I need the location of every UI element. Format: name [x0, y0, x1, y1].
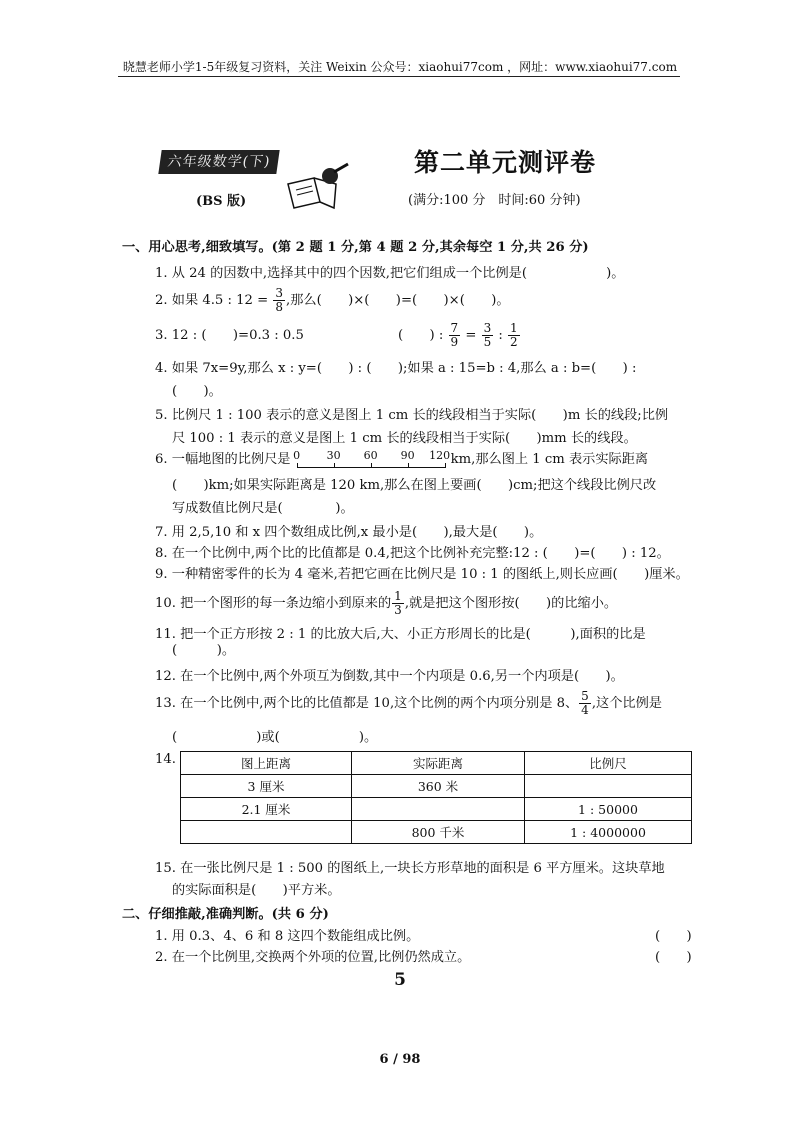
table-cell [525, 775, 692, 798]
table-cell: 800 千米 [352, 821, 525, 844]
fraction-denominator: 9 [450, 335, 459, 349]
edition-label: (BS 版) [196, 194, 247, 209]
question-4-line-1: 4. 如果 7x=9y,那么 x : y=( ) : ( );如果 a : 15=b : 4,那么 a : b=( ) : [155, 361, 637, 376]
grade-badge: 六年级数学(下) [158, 150, 279, 174]
judgement-2-blank: ( ) [655, 950, 692, 965]
equals-sign: = [461, 328, 481, 343]
ratio-sign: : [494, 328, 508, 343]
book-pencil-icon [284, 162, 354, 214]
question-2 [155, 287, 510, 314]
fraction [392, 590, 404, 617]
fraction-denominator: 5 [483, 335, 492, 349]
question-3-left: 3. 12 : ( )=0.3 : 0.5 [155, 328, 304, 343]
question-10-post: ,就是把这个图形按( )的比缩小。 [404, 596, 618, 611]
ruler-label: 120 [429, 448, 451, 462]
question-3 [155, 324, 304, 343]
question-2-post: ,那么( )×( )=( )×( )。 [286, 293, 510, 308]
question-11-line-1: 11. 把一个正方形按 2 : 1 的比放大后,大、小正方形周长的比是( ),面积的比是 [155, 627, 646, 642]
table-row [181, 821, 692, 844]
question-1: 1. 从 24 的因数中,选择其中的四个因数,把它们组成一个比例是( )。 [155, 266, 625, 281]
ruler-tick [297, 463, 298, 468]
fraction [508, 322, 520, 349]
ruler-label: 0 [293, 448, 301, 462]
table-header-cell: 实际距离 [352, 752, 525, 775]
ruler-label: 30 [326, 448, 341, 462]
table-header-cell: 比例尺 [525, 752, 692, 775]
section-heading-judge: 二、仔细推敲,准确判断。(共 6 分) [122, 907, 329, 922]
page-counter: 6 / 98 [379, 1052, 421, 1067]
question-15-line-2: 的实际面积是( )平方米。 [172, 883, 341, 898]
table-cell [181, 821, 352, 844]
question-10 [155, 590, 617, 617]
table-row [181, 775, 692, 798]
table-cell [352, 798, 525, 821]
table-cell: 360 米 [352, 775, 525, 798]
fraction-numerator: 3 [275, 286, 283, 300]
question-5-line-2: 尺 100 : 1 表示的意义是图上 1 cm 长的线段相当于实际( )mm 长的线段。 [172, 431, 637, 446]
question-7: 7. 用 2,5,10 和 x 四个数组成比例,x 最小是( ),最大是( )。 [155, 525, 543, 540]
question-13-line-2: ( )或( )。 [172, 730, 378, 745]
fraction-numerator: 5 [581, 689, 589, 703]
question-6-line-2: ( )km;如果实际距离是 120 km,那么在图上要画( )cm;把这个线段比例尺改 [172, 478, 657, 493]
scale-table [180, 751, 692, 844]
ruler-label: 90 [400, 448, 415, 462]
fraction [482, 322, 494, 349]
fraction-numerator: 3 [483, 321, 492, 335]
table-cell: 3 厘米 [181, 775, 352, 798]
question-12: 12. 在一个比例中,两个外项互为倒数,其中一个内项是 0.6,另一个内项是( )。 [155, 669, 624, 684]
question-13-pre: 13. 在一个比例中,两个比的比值都是 10,这个比例的两个内项分别是 8、 [155, 696, 579, 711]
question-3-right-pre: ( ) : [398, 328, 448, 343]
page-title: 第二单元测评卷 [414, 148, 597, 177]
table-header-cell: 图上距离 [181, 752, 352, 775]
question-8: 8. 在一个比例中,两个比的比值都是 0.4,把这个比例补充完整:12 : ( )=( ) : 12。 [155, 546, 670, 561]
table-header-row [181, 752, 692, 775]
fraction-numerator: 1 [394, 589, 402, 603]
question-6-line-1 [155, 448, 648, 470]
fraction [449, 322, 461, 349]
fraction [579, 690, 591, 717]
fraction-denominator: 2 [510, 335, 518, 349]
fraction-denominator: 3 [394, 603, 402, 617]
section-heading-fill-in: 一、用心思考,细致填写。(第 2 题 1 分,第 4 题 2 分,其余每空 1 分,共 26 分) [122, 240, 589, 255]
question-14-number: 14. [155, 752, 176, 767]
question-13-post: ,这个比例是 [591, 696, 662, 711]
question-5-line-1: 5. 比例尺 1 : 100 表示的意义是图上 1 cm 长的线段相当于实际( )m 长的线段;比例 [155, 408, 669, 423]
table-cell: 1 : 4000000 [525, 821, 692, 844]
question-6-pre: 6. 一幅地图的比例尺是 [155, 452, 291, 467]
question-6-line-3: 写成数值比例尺是( )。 [172, 501, 354, 516]
fraction-numerator: 7 [450, 321, 459, 335]
fraction [273, 287, 285, 314]
question-6-post: ,那么图上 1 cm 表示实际距离 [471, 452, 649, 467]
judgement-2: 2. 在一个比例里,交换两个外项的位置,比例仍然成立。 [155, 950, 471, 965]
table-cell: 1 : 50000 [525, 798, 692, 821]
question-3-right [398, 322, 521, 349]
ruler-tick [371, 463, 372, 468]
fraction-numerator: 1 [510, 321, 518, 335]
table-cell: 2.1 厘米 [181, 798, 352, 821]
ruler-tick [408, 463, 409, 468]
question-15-line-1: 15. 在一张比例尺是 1 : 500 的图纸上,一块长方形草地的面积是 6 平方厘米。这块草地 [155, 861, 665, 876]
page-header: 晓慧老师小学1-5年级复习资料，关注 Weixin 公众号：xiaohui77com ，网址：www.xiaohui77.com [122, 60, 678, 74]
fraction-denominator: 4 [581, 703, 589, 717]
ruler-tick [334, 463, 335, 468]
ruler-tick [445, 463, 446, 468]
fraction-denominator: 8 [275, 300, 283, 314]
table-row [181, 798, 692, 821]
question-13-line-1 [155, 690, 662, 717]
question-9: 9. 一种精密零件的长为 4 毫米,若把它画在比例尺是 10 : 1 的图纸上,则长应画( )厘米。 [155, 567, 689, 582]
score-time-info: (满分:100 分 时间:60 分钟) [408, 193, 581, 208]
line-scale-ruler [295, 450, 451, 470]
ruler-unit: km [450, 452, 472, 467]
ruler-label: 60 [363, 448, 378, 462]
question-10-pre: 10. 把一个图形的每一条边缩小到原来的 [155, 596, 392, 611]
question-4-line-2: ( )。 [172, 384, 222, 399]
question-2-pre: 2. 如果 4.5 : 12 = [155, 293, 273, 308]
judgement-1-blank: ( ) [655, 929, 692, 944]
question-11-line-2: ( )。 [172, 643, 236, 658]
page-number: 5 [394, 970, 406, 990]
header-divider [118, 76, 680, 77]
judgement-1: 1. 用 0.3、4、6 和 8 这四个数能组成比例。 [155, 929, 420, 944]
